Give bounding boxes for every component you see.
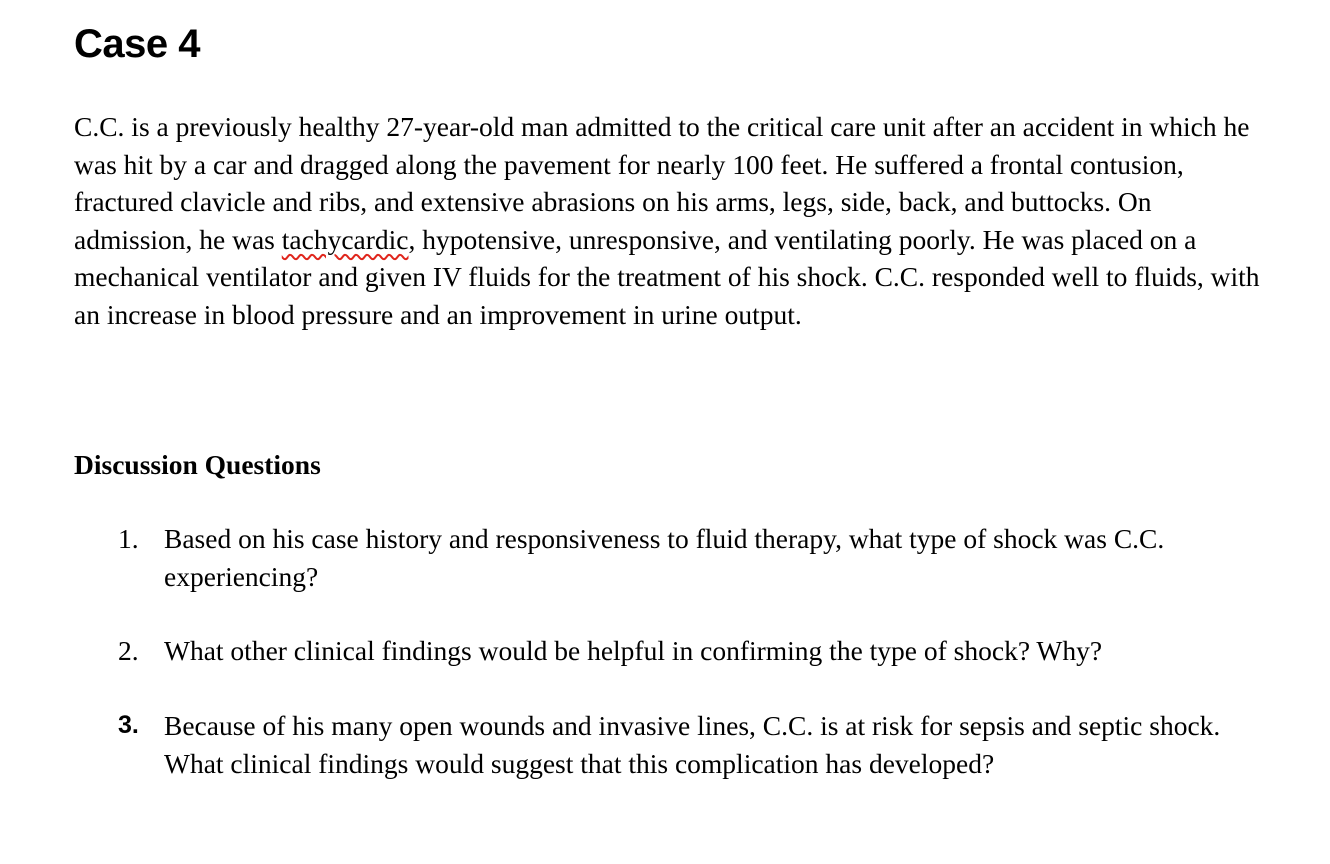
spellcheck-flagged-word[interactable]: tachycardic xyxy=(281,223,409,255)
question-number: 1. xyxy=(118,523,139,554)
case-description xyxy=(74,108,1264,333)
question-number: 2. xyxy=(118,635,139,666)
case-title: Case 4 xyxy=(74,22,200,66)
discussion-heading: Discussion Questions xyxy=(74,449,321,480)
case-text-after-flagged: , hypotensive, unresponsive, and ventilating poorly. He was placed on a mechanical ventilator and given IV fluids for the treatment of his shock. C.C. responded well to fluids, with an increase in blood pressure and an improvement in urine output. xyxy=(74,223,1260,330)
question-text: What other clinical findings would be helpful in confirming the type of shock? Why? xyxy=(164,635,1103,666)
question-number: 3. xyxy=(118,711,139,739)
case-text-before-flagged: C.C. is a previously healthy 27-year-old man admitted to the critical care unit after an accident in which he was hit by a car and dragged along the pavement for nearly 100 feet. He suffered a frontal contusion, fractured clavicle and ribs, and extensive abrasions on his arms, legs, side, back, and buttocks. On admission, he was xyxy=(74,111,1250,255)
question-text: Based on his case history and responsiveness to fluid therapy, what type of shock was C.C. experiencing? xyxy=(164,523,1165,592)
question-text: Because of his many open wounds and invasive lines, C.C. is at risk for sepsis and septic shock. What clinical findings would suggest that this complication has developed? xyxy=(164,710,1221,779)
